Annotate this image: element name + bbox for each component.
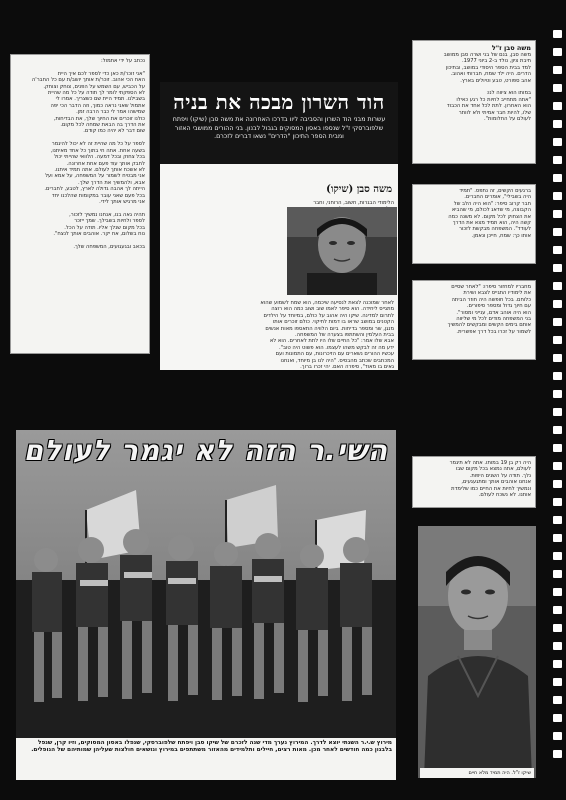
mid-right-text-1: ברגעים הקשים, זה נתפס. "תמיד היה בשבילי", אומרים החברים. חבר קרוב סיפר: "הוא היה הלב של הקבוצה, מי שדאג לכולם, מי שהביא את הצחוק לכל מקום. לא משנה כמה קשה היה, הוא תמיד מצא את הדרך לעודד". המשפחה מבקשת לזכור אותו כך: שמח, חייכן ונאמן.	[448, 188, 531, 239]
sprocket-hole	[553, 318, 562, 326]
sprocket-hole	[553, 678, 562, 686]
sprocket-hole	[553, 714, 562, 722]
mid-right-text-2: מחבריו למחזור סיפרו: "לאחר שסיים את לימודיו התגייס לצבא ושירת כלוחם. בכל חופשה היה חוזר הביתה עם חיוך גדול ומספר סיפורים. הוא היה אוהב אדם, ענייני ומסור". בני המשפחה מודים לכל מי שליווה אותם בימים הקשים ומבקשים להמשיך לשמור על זכרו בכל דרך אפשרית.	[447, 284, 531, 335]
sprocket-hole	[553, 534, 562, 542]
headline-box	[160, 82, 398, 164]
sprocket-hole	[553, 606, 562, 614]
film-sprocket-strip	[552, 30, 562, 770]
portrait-photo-small	[287, 207, 397, 295]
headline-title: הוד השרון מבכה את בניה	[173, 90, 385, 114]
sprocket-hole	[553, 642, 562, 650]
sprocket-hole	[553, 660, 562, 668]
left-column-text: נכתב על ידי אתמול: "אני זוכר/ת כאן כדי לספר לכם איך היית האח הכי אהוב. זוכר/ת אותך יושב/ת עם כל החבר'ה על הכביש, עם השמש על הפנים, צוחק וצוחק. לא הספקתי לומר לך תודה על כל מה שהיית בשבילנו. תמיד היית שם כשצריך. אמרו לי אתמול שאני נראה כמוך, וזה הדבר הכי יפה שמישהו אמר לי כבר הרבה זמן. כולנו זוכרים את החיוך שלך, את הבדיחות, את הדרך בה הבאת שמחה לכל מקום. שום דבר לא יהיה כמו קודם. לספר על כל מה שהיית זה לא יכול להיגמר בשעה אחת. אתה חי בתוך כל אחד מאיתנו, בכל צחוק ובכל דמעה. הלוואי שהייתי יכול לחבק אותך עוד פעם אחת אחרונה. לא אשכח אותך לעולם. אתה תמיד איתנו. אני מבטיח לשמור על המשפחה, על אמא ועל אבא, ולהמשיך את הדרך שלך. הייתה לך אהבה גדולה לארץ, לטבע, לחברים. בכל פעם שאני עובר במקומות שהלכנו יחד אני מרגיש אותך לידי. תהיה גאה בנו, אנחנו נמשיך לזכור, לספר ולחיות בשבילך. שמך ייזכר בכל מקום שנלך אליו. תודה על הכל. נוח בשלום, אח יקר. אוהבים אותך לנצח". בכאב ובגעגועים, המשפחה שלך.	[31, 58, 145, 250]
sprocket-hole	[553, 732, 562, 740]
sprocket-hole	[553, 624, 562, 632]
sprocket-hole	[553, 408, 562, 416]
portrait-small-image	[287, 207, 397, 295]
sprocket-hole	[553, 300, 562, 308]
sprocket-hole	[553, 516, 562, 524]
story-text-right: הלימודי הבגרות, חשוב, הרוחני, וחבר	[313, 200, 394, 206]
portrait-caption: שיקו ז"ל. היה תמיד מלא חיים	[420, 768, 534, 778]
sprocket-hole	[553, 120, 562, 128]
sprocket-hole	[553, 192, 562, 200]
sprocket-hole	[553, 552, 562, 560]
left-column-clipping	[10, 54, 150, 354]
sprocket-hole	[553, 228, 562, 236]
sprocket-hole	[553, 174, 562, 182]
sprocket-hole	[553, 66, 562, 74]
headline-subtitle: עשרות מבני הוד השרון והסביבה ליוו בדרכו האחרונה את משה סבן (שיקו) ויפתח שלפוברסקי ז"ל שנספו באסון המסוקים בגבול לבנון. בני ההורים ממושבי האזור ומבית הספר התיכון "הדרים" נשאו דברים לזכרם.	[172, 116, 386, 140]
sprocket-hole	[553, 48, 562, 56]
sprocket-hole	[553, 390, 562, 398]
sprocket-hole	[553, 498, 562, 506]
sprocket-hole	[553, 210, 562, 218]
bottom-right-clipping	[412, 456, 536, 508]
sprocket-hole	[553, 102, 562, 110]
sprocket-hole	[553, 570, 562, 578]
bottom-right-text: היה רק בן 19 במותו. אתה לא תיגמר לעולם, אתה נמצא בכל מקום שבו נלך. תודה על השנים היפות. אנחנו אוהבים אותך ומתגעגעים, ונמשיך לחיות את החיים כמו שלימדת אותנו. לא נשכח לעולם.	[449, 460, 531, 499]
photo-banner-headline: השי.ר הזה לא יגמר לעולם	[23, 434, 389, 467]
sprocket-hole	[553, 264, 562, 272]
sprocket-hole	[553, 138, 562, 146]
sprocket-hole	[553, 480, 562, 488]
portrait-large-image	[418, 526, 536, 778]
sprocket-hole	[553, 462, 562, 470]
sprocket-hole	[553, 426, 562, 434]
portrait-photo-large	[418, 526, 536, 778]
sprocket-hole	[553, 336, 562, 344]
top-right-text: משה סבן, בנם של בני ושרה סבן ממושב חיבת ציון, נולד ב-2 ביוני 1977. למד בבית הספר היסודי במושב, ובתיכון הדרים. היה ילד שמח, חברותי ואהוב. אהב ספורט, טבע וטיולים בארץ. במותו הוא ציווה לנו: "אתה מתחייב לחיות כל רגע כאילו הוא האחרון. לתת לכל אחד את הכבוד שלו, להיות חבר אמיתי ולא לוותר לעולם על החלומות".	[443, 52, 531, 123]
sprocket-hole	[553, 372, 562, 380]
top-right-clipping	[412, 40, 536, 164]
sprocket-hole	[553, 156, 562, 164]
story-body-text: לאחר שמוכנה לצאת לנסיעה שיכמה, הוא שמח לשמוע שהוא מתגייס ליחידה. הוא סיפר לאמו שוב ושוב כמה הוא רוצה לתרום למדינה. שיקו היה אהוב על כולם, במיוחד על הילדים הקטנים במושב שראו בו דמות לחיקוי. כולם זוכרים אותו מנגן, שר ומספר בדיחות. ביום הלוויה התאספו מאות אנשים בבית העלמין והשתתפו בצערה של המשפחה. אבא שלו אמר: "כל החיים שלו היו לתת לאחרים. הוא לא ידע מה זה לבקש משהו לעצמו. הוא פשוט היה טוב". עכשיו ההורים נשארים עם הזיכרונות, עם התמונות ועם המכתבים שכתב מהבסיס. "היה לנו בן מיוחד, ואנחנו גאים בו מאוד", סיפרה האם. יהי זכרו ברוך.	[260, 300, 394, 370]
sprocket-hole	[553, 444, 562, 452]
sprocket-hole	[553, 246, 562, 254]
group-run-image	[16, 430, 396, 738]
mid-right-clipping-2	[412, 280, 536, 360]
top-right-name: משה סבן ז"ל	[491, 44, 531, 52]
sprocket-hole	[553, 282, 562, 290]
photo-caption: מירוץ ש.י.ר השנתי יוצא לדרך. המירוץ נערך מדי שנה לזכרם של שיקו סבן ויפתח שלפוברסקי, שנפלו באסון המסוקים, וזיו קרן, שנפל בלבנון כמה חודשים לאחר מכן. מאות רצים, חיילים ותלמידים מהאזור משתתפים במירוץ ונושאים חולצות שעליהן שמותיהם של הנופלים.	[16, 738, 396, 780]
group-run-photo	[16, 430, 396, 738]
sprocket-hole	[553, 84, 562, 92]
sprocket-hole	[553, 750, 562, 758]
sprocket-hole	[553, 588, 562, 596]
story-name: משה סבן (שיקו)	[326, 184, 392, 195]
mid-right-clipping-1	[412, 184, 536, 264]
sprocket-hole	[553, 696, 562, 704]
sprocket-hole	[553, 30, 562, 38]
sprocket-hole	[553, 354, 562, 362]
